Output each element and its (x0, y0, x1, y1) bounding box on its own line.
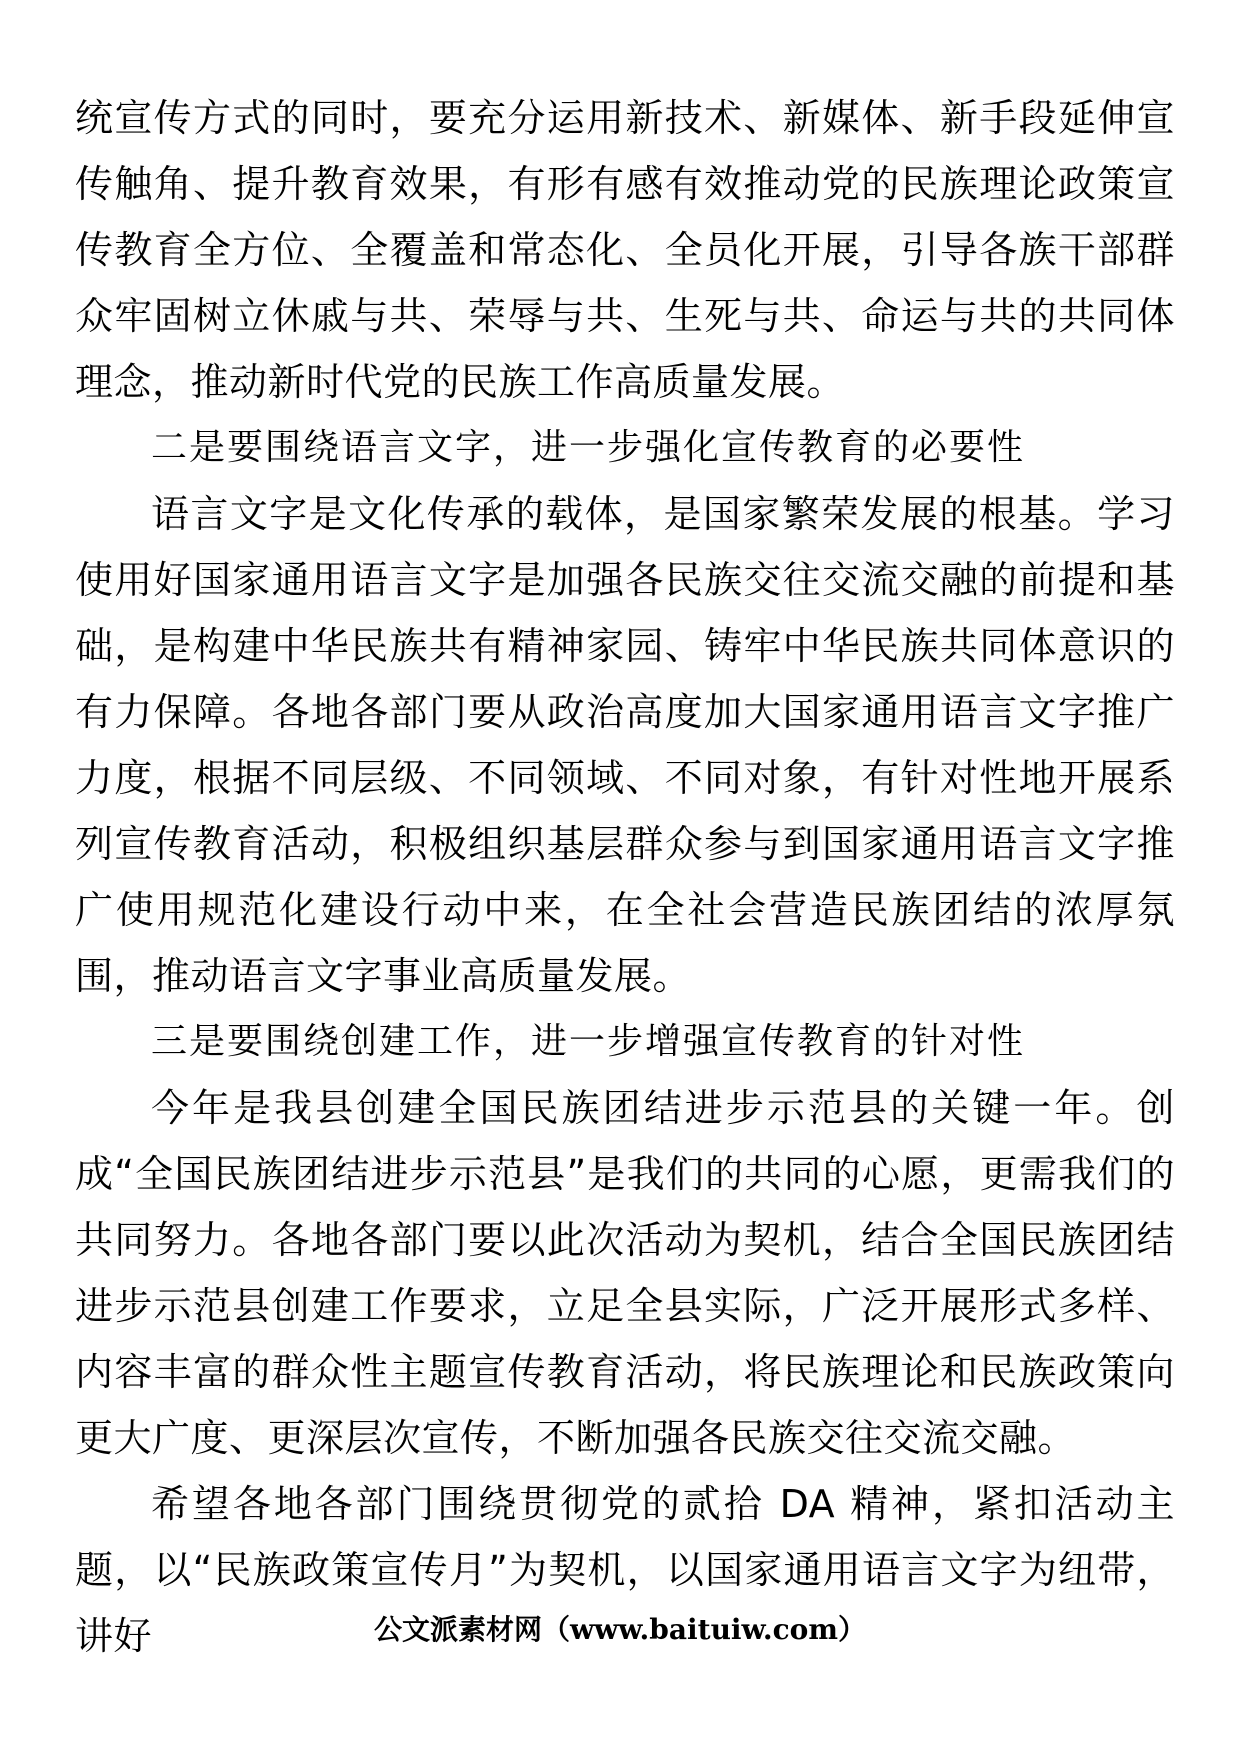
document-body (75, 85, 1175, 1669)
paragraph-creation: 今年是我县创建全国民族团结进步示范县的关键一年。创成“全国民族团结进步示范县”是我们的共同的心愿，更需我们的共同努力。各地各部门要以此次活动为契机，结合全国民族团结进步示范县创建工作要求，立足全县实际，广泛开展形式多样、内容丰富的群众性主题宣传教育活动，将民族理论和民族政策向更大广度、更深层次宣传，不断加强各民族交往交流交融。 (75, 1086, 1175, 1460)
section-heading-language: 二是要围绕语言文字，进一步强化宣传教育的必要性 (151, 427, 1026, 468)
paragraph-language: 语言文字是文化传承的载体，是国家繁荣发展的根基。学习使用好国家通用语言文字是加强各民族交往交流交融的前提和基础，是构建中华民族共有精神家园、铸牢中华民族共同体意识的有力保障。各地各部门要从政治高度加大国家通用语言文字推广力度，根据不同层级、不同领域、不同对象，有针对性地开展系列宣传教育活动，积极组织基层群众参与到国家通用语言文字推广使用规范化建设行动中来，在全社会营造民族团结的浓厚氛围，推动语言文字事业高质量发展。 (75, 492, 1175, 998)
paragraph-closing: 希望各地各部门围绕贯彻党的贰拾 DA 精神，紧扣活动主题，以“民族政策宣传月”为契机，以国家通用语言文字为纽带，讲好 (75, 1482, 1175, 1658)
section-heading-creation: 三是要围绕创建工作，进一步增强宣传教育的针对性 (151, 1021, 1026, 1062)
paragraph-continuation: 统宣传方式的同时，要充分运用新技术、新媒体、新手段延伸宣传触角、提升教育效果，有形有感有效推动党的民族理论政策宣传教育全方位、全覆盖和常态化、全员化开展，引导各族干部群众牢固树立休戚与共、荣辱与共、生死与共、命运与共的共同体理念，推动新时代党的民族工作高质量发展。 (75, 96, 1175, 404)
footer-watermark: 公文派素材网（www.baituiw.com） (374, 1613, 866, 1646)
